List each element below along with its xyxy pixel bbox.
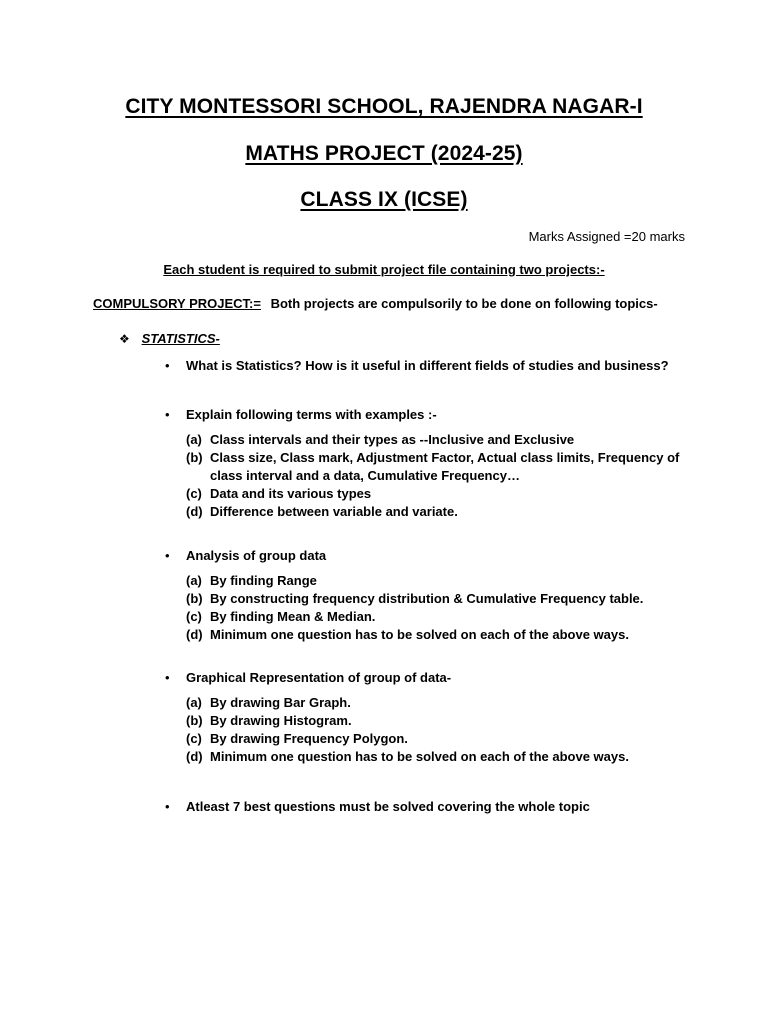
sub-item-label: (d) [186,749,203,764]
sub-item [186,503,706,521]
sub-item [186,730,706,748]
sub-item [186,626,706,644]
sub-list [186,694,706,766]
sub-item-text: Class size, Class mark, Adjustment Factor, Actual class limits, Frequency of class interval and a data, Cumulative Frequency… [210,450,680,483]
sub-item-label: (d) [186,504,203,519]
bullet-dot-icon: • [165,358,170,373]
bullet-text: Atleast 7 best questions must be solved covering the whole topic [186,799,590,814]
sub-item-text: Minimum one question has to be solved on each of the above ways. [210,749,629,764]
bullet-text: Graphical Representation of group of data- [186,670,452,685]
bullet-dot-icon: • [165,670,170,685]
sub-item-text: Class intervals and their types as --Inclusive and Exclusive [210,432,575,447]
sub-item [186,431,706,449]
project-title: MATHS PROJECT (2024-25) [245,142,523,165]
sub-item [186,485,706,503]
sub-item [186,572,706,590]
sub-item-label: (d) [186,627,203,642]
sub-item-label: (b) [186,591,203,606]
bullet-dot-icon: • [165,407,170,422]
compulsory-text: Both projects are compulsorily to be done on following topics- [270,296,658,311]
sub-item-text: Minimum one question has to be solved on each of the above ways. [210,627,629,642]
sub-item [186,590,706,608]
sub-item-text: By drawing Frequency Polygon. [210,731,408,746]
sub-item [186,694,706,712]
sub-item-text: By drawing Histogram. [210,713,352,728]
section-heading [119,331,220,346]
sub-item-text: By finding Range [210,573,317,588]
sub-item-text: By constructing frequency distribution & Cumulative Frequency table. [210,591,644,606]
sub-item-text: Difference between variable and variate. [210,504,458,519]
sub-list [186,572,706,644]
sub-item-label: (c) [186,486,202,501]
sub-item [186,608,706,626]
sub-item-label: (b) [186,450,203,465]
sub-item-label: (c) [186,609,202,624]
bullet-item [165,548,326,563]
school-title: CITY MONTESSORI SCHOOL, RAJENDRA NAGAR-I [125,95,643,118]
compulsory-project-line [93,296,658,311]
bullet-dot-icon: • [165,548,170,563]
sub-item-label: (a) [186,573,202,588]
bullet-item [165,358,669,373]
section-title: STATISTICS- [141,331,220,346]
sub-item [186,449,706,485]
sub-item-text: By drawing Bar Graph. [210,695,351,710]
sub-list [186,431,706,521]
bullet-dot-icon: • [165,799,170,814]
bullet-item [165,407,437,422]
bullet-item [165,670,451,685]
bullet-text: Explain following terms with examples :- [186,407,437,422]
marks-assigned: Marks Assigned =20 marks [528,229,685,244]
sub-item [186,712,706,730]
bullet-text: What is Statistics? How is it useful in different fields of studies and business? [186,358,669,373]
compulsory-label: COMPULSORY PROJECT:= [93,296,261,311]
instruction-line: Each student is required to submit project file containing two projects:- [163,262,605,277]
sub-item-label: (a) [186,432,202,447]
sub-item-text: Data and its various types [210,486,372,501]
bullet-text: Analysis of group data [186,548,327,563]
sub-item-label: (b) [186,713,203,728]
sub-item-label: (c) [186,731,202,746]
sub-item [186,748,706,766]
diamond-bullet-icon: ❖ [119,332,130,346]
sub-item-text: By finding Mean & Median. [210,609,376,624]
class-title: CLASS IX (ICSE) [300,188,468,211]
sub-item-label: (a) [186,695,202,710]
bullet-item [165,799,590,814]
